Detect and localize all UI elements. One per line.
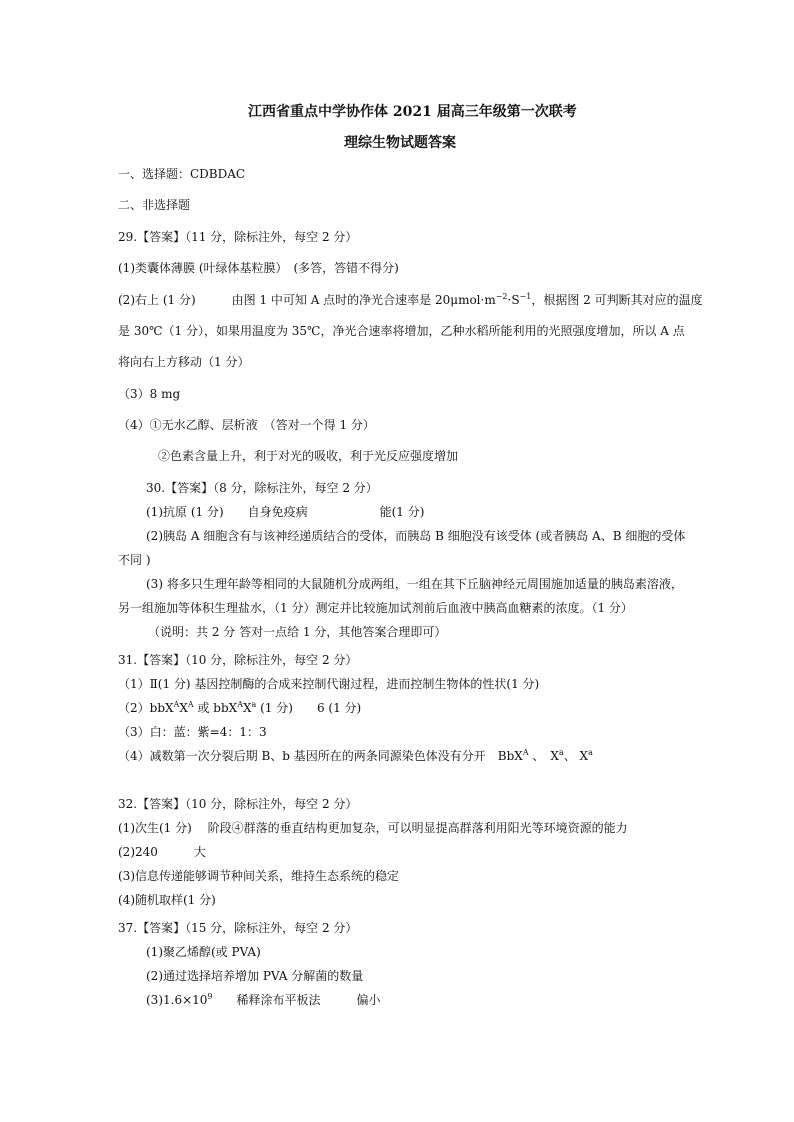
- q29-part2-text-c: ，根据图 2 可判断其对应的温度: [531, 293, 703, 307]
- q37-part3-text-b: 稀释涂布平板法 偏小: [212, 993, 381, 1007]
- q29-heading: 29.【答案】（11 分，除标注外，每空 2 分）: [118, 230, 358, 244]
- q31-part2-text-d: X: [242, 701, 252, 715]
- q31-part2-text-a: （2）bbX: [118, 701, 174, 715]
- q32-part2: (2)240 大: [118, 845, 206, 859]
- q29-part2-text-b: ·S: [507, 293, 520, 307]
- q29-part2-line2: 是 30℃（1 分），如果用温度为 35℃，净光合速率将增加，乙种水稻所能利用的光照强度增加，所以 A 点: [118, 324, 685, 338]
- q31-part4-text-b: 、 X: [528, 749, 559, 763]
- q37-part3-text-a: (3)1.6×10: [146, 993, 208, 1007]
- q37-part3: [146, 992, 381, 1010]
- q31-part3: （3）白：蓝：紫=4：1：3: [118, 725, 267, 739]
- q30-note: （说明：共 2 分 答对一点给 1 分，其他答案合理即可）: [148, 625, 447, 639]
- q37-part2: (2)通过选择培养增加 PVA 分解菌的数量: [146, 969, 364, 983]
- q31-part2-sup-d: a: [251, 700, 257, 709]
- q29-part2-line1: [118, 292, 703, 310]
- q31-part2: [118, 700, 361, 718]
- q31-part2-text-e: (1 分) 6 (1 分): [256, 701, 362, 715]
- section-choice-answers: 一、选择题：CDBDAC: [118, 167, 246, 181]
- q31-part2-text-b: X: [179, 701, 188, 715]
- q31-part4: [118, 748, 593, 766]
- q29-part2-text-a: (2)右上 (1 分) 由图 1 中可知 A 点时的净光合速率是 20μmol·m: [118, 293, 496, 307]
- q29-part2-sup-a: −2: [495, 292, 508, 301]
- q37-heading: 37.【答案】（15 分，除标注外，每空 2 分）: [118, 921, 358, 935]
- q32-heading: 32.【答案】（10 分，除标注外，每空 2 分）: [118, 797, 358, 811]
- q29-part4-line2: ②色素含量上升，利于对光的吸收，利于光反应强度增加: [158, 449, 459, 463]
- q32-part1: (1)次生(1 分) 阶段④群落的垂直结构更加复杂，可以明显提高群落利用阳光等环境资源的能力: [118, 821, 628, 835]
- q30-heading: 30.【答案】（8 分，除标注外，每空 2 分）: [146, 481, 378, 495]
- q31-part1: （1）Ⅱ(1 分) 基因控制酶的合成来控制代谢过程，进而控制生物体的性状(1 分): [118, 677, 540, 691]
- q29-part1: (1)类囊体薄膜 (叶绿体基粒膜） (多答，答错不得分): [118, 261, 399, 275]
- q29-part3: （3）8 mg: [118, 387, 181, 401]
- q31-heading: 31.【答案】（10 分，除标注外，每空 2 分）: [118, 653, 358, 667]
- q30-part3-line2: 另一组施加等体积生理盐水，（1 分）测定并比较施加试剂前后血液中胰高血糖素的浓度。（1 分）: [118, 601, 633, 615]
- q30-part1: (1)抗原 (1 分) 自身免疫病 能(1 分): [146, 505, 425, 519]
- q32-part3: (3)信息传递能够调节种间关系，维持生态系统的稳定: [118, 869, 400, 883]
- q31-part4-text-a: （4）减数第一次分裂后期 B、b 基因所在的两条同源染色体没有分开 BbX: [118, 749, 523, 763]
- q29-part4-line1: （4）①无水乙醇、层析液 （答对一个得 1 分）: [118, 418, 375, 432]
- document-subtitle: 理综生物试题答案: [344, 135, 456, 151]
- q29-part2-sup-b: −1: [519, 292, 532, 301]
- q30-part2-line2: 不同 ): [118, 553, 151, 567]
- q37-part1: (1)聚乙烯醇(或 PVA): [146, 945, 261, 959]
- q32-part4: (4)随机取样(1 分): [118, 893, 216, 907]
- document-title: 江西省重点中学协作体 2021 届高三年级第一次联考: [248, 104, 577, 120]
- q29-part2-line3: 将向右上方移动（1 分）: [118, 355, 250, 369]
- q30-part3-line1: (3) 将多只生理年龄等相同的大鼠随机分成两组，一组在其下丘脑神经元周围施加适量的胰岛素溶液，: [146, 577, 683, 591]
- q31-part2-sup-a: A: [173, 700, 180, 709]
- q31-part2-sup-b: A: [187, 700, 194, 709]
- q31-part4-sup-a: A: [522, 748, 529, 757]
- q31-part4-sup-c: a: [588, 748, 593, 757]
- q31-part4-text-c: 、 X: [563, 749, 589, 763]
- q37-part3-sup: 9: [207, 992, 213, 1001]
- q31-part4-sup-b: a: [558, 748, 564, 757]
- q31-part2-text-c: 或 bbX: [193, 701, 238, 715]
- section-non-choice-heading: 二、非选择题: [118, 198, 191, 212]
- q31-part2-sup-c: A: [237, 700, 243, 709]
- q30-part2-line1: (2)胰岛 A 细胞含有与该神经递质结合的受体，而胰岛 B 细胞没有该受体 (或者胰岛 A、B 细胞的受体: [146, 529, 686, 543]
